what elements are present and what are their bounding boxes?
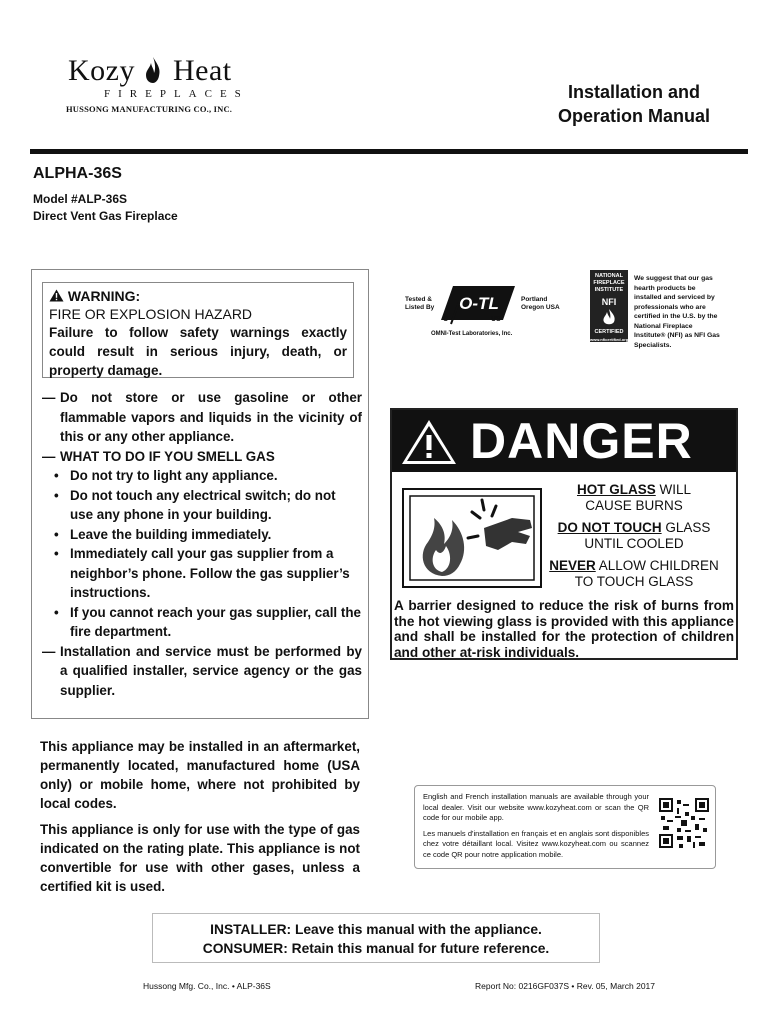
nfi-text: We suggest that our gas hearth products be installed and serviced by professionals who are certified in the U.S. by the National Fireplace Institute® (NFI) as NFI Gas Specialists.	[634, 275, 720, 349]
footer-left: Hussong Mfg. Co., Inc. • ALP-36S	[143, 981, 271, 991]
footer-right: Report No: 0216GF037S • Rev. 05, March 2017	[475, 981, 655, 991]
nfi-certification	[590, 270, 720, 349]
warning-box	[31, 269, 369, 719]
danger-label	[390, 408, 738, 660]
model-name: ALPHA-36S	[33, 165, 122, 182]
consumer-line: CONSUMER: Retain this manual for future reference.	[202, 941, 550, 956]
nfi-badge-icon: NATIONAL FIREPLACE INSTITUTE NFI CERTIFIED www.nficertified.org	[590, 270, 628, 342]
model-block	[33, 165, 178, 225]
warning-hazard: FIRE OR EXPLOSION HAZARD	[49, 306, 253, 322]
danger-triangle-icon	[400, 418, 458, 466]
divider	[30, 149, 748, 154]
danger-word: DANGER	[470, 413, 693, 469]
french-note: Les manuels d'installation en français et en anglais sont disponibles chez votre détaillant local. Visitez www.kozyheat.com ou scannez ce code QR pour notre application mobile.	[423, 828, 649, 859]
warning-triangle-icon	[49, 288, 68, 304]
manual-title: Installation and Operation Manual	[557, 82, 710, 126]
warning-consequence: Failure to follow safety warnings exactly could result in serious injury, death, or property damage.	[49, 325, 347, 378]
warning-label: WARNING:	[67, 288, 141, 304]
qr-code-icon[interactable]	[659, 798, 709, 848]
list-item: • Do not try to light any appliance.	[54, 468, 278, 483]
list-item: — Do not store or use gasoline or other flammable vapors and liquids in the vicinity of this or any other appliance.	[42, 390, 362, 444]
warning-header	[42, 282, 354, 378]
list-item: — Installation and service must be performed by a qualified installer, service agency or the gas supplier.	[42, 643, 362, 698]
warning-instructions	[42, 388, 362, 700]
list-item: • If you cannot reach your gas supplier, call the fire department.	[54, 604, 361, 639]
appliance-note: This appliance is only for use with the type of gas indicated on the rating plate. This appliance is not convertible for use with other gases, unless a certified kit is used.	[40, 822, 360, 894]
list-item: • Do not touch any electrical switch; do not use any phone in your building.	[54, 487, 336, 522]
manual-language-box	[414, 785, 716, 869]
list-item: • Immediately call your gas supplier from a neighbor’s phone. Follow the gas supplier’s instructions.	[54, 546, 350, 600]
installer-notice	[152, 913, 600, 963]
kozy-heat-logo	[64, 48, 249, 118]
installer-line: INSTALLER: Leave this manual with the appliance.	[210, 922, 542, 937]
english-note: English and French installation manuals are available through your local dealer. Visit our website www.kozyheat.com or scan the QR code for our mobile app.	[423, 792, 649, 822]
appliance-notes	[40, 737, 360, 903]
otl-certification-mark: Tested & Listed By O-TL Portland Oregon USA C US OMNI-Test Laboratories, Inc.	[395, 276, 575, 340]
hot-glass-burn-icon	[402, 488, 542, 588]
svg-text:O-TL: O-TL	[459, 294, 499, 313]
appliance-note: This appliance may be installed in an aftermarket, permanently located, manufactured home (USA only) or mobile home, where not prohibited by local codes.	[40, 739, 360, 811]
list-item: — WHAT TO DO IF YOU SMELL GAS	[42, 448, 275, 464]
logo-brand: Kozy Heat	[68, 54, 232, 87]
flame-icon	[143, 54, 165, 88]
list-item: • Leave the building immediately.	[54, 526, 272, 542]
logo-company: HUSSONG MANUFACTURING CO., INC.	[66, 104, 233, 114]
barrier-notice: A barrier designed to reduce the risk of burns from the hot viewing glass is provided with this appliance and shall be installed for the protection of children and other at-risk individuals.	[394, 598, 734, 660]
model-number: Model #ALP-36S	[33, 192, 128, 206]
model-type: Direct Vent Gas Fireplace	[33, 209, 178, 223]
danger-messages: HOT GLASS WILL CAUSE BURNS DO NOT TOUCH GLASS UNTIL COOLED NEVER ALLOW CHILDREN TO TOUCH GLASS	[549, 482, 719, 589]
logo-subtitle: FIREPLACES	[104, 88, 249, 100]
danger-header	[392, 410, 736, 472]
